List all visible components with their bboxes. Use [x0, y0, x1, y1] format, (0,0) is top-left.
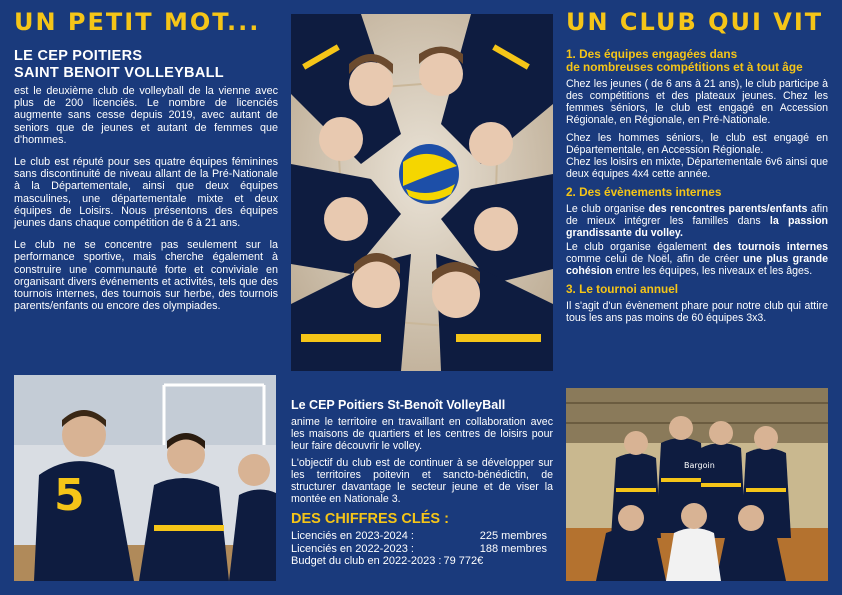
key-figures-title: DES CHIFFRES CLÉS : [291, 511, 449, 527]
figure-row [291, 530, 553, 543]
section-2-para-2 [566, 241, 828, 277]
jersey-number: 5 [54, 470, 85, 521]
section-3-heading: 3. Le tournoi annuel [566, 282, 679, 296]
youth-players-photo [14, 375, 276, 581]
left-para-3: Le club ne se concentre pas seulement sur la performance sportive, mais cherche également à construire une communauté forte et conviviale en organisant divers événements et activités, tels que des tournois internes, des tournois sur herbe, des tournois parents/enfants ou encore des olympiades. [14, 239, 278, 313]
section-3-body [566, 300, 828, 324]
figure-label: Budget du club en 2022-2023 : [291, 555, 442, 567]
text-run-bold: des tournois internes [713, 241, 828, 253]
left-column [14, 10, 278, 322]
section-1-heading [566, 48, 828, 74]
section-1-para-2: Chez les hommes séniors, le club est engagé en Départementale, en Accession Régionale. [566, 132, 828, 156]
text-run: afin de mieux intégrer les familles dans [566, 203, 828, 227]
middle-body [291, 416, 553, 505]
left-title: UN PETIT MOT... [14, 8, 261, 36]
section-1-heading-line1: 1. Des équipes engagées dans [566, 47, 738, 61]
section-2-body [566, 203, 828, 277]
figure-value: 188 membres [479, 542, 547, 555]
section-1-heading-line2: de nombreuses compétitions et à tout âge [566, 60, 803, 74]
figure-row [291, 555, 553, 568]
club-name-heading [14, 48, 278, 82]
figure-value: 225 membres [479, 530, 547, 542]
text-run: entre les équipes, les niveaux et les âges. [612, 265, 813, 277]
middle-column [291, 398, 553, 568]
section-1-para-1: Chez les jeunes ( de 6 ans à 21 ans), le club participe à des compétitions et des plateaux jeunes. Chez les femmes séniors, le club est engagé en Accession Régionale, en Régionale, en Pré-Nationale. [566, 78, 828, 126]
section-2-para-1 [566, 203, 828, 239]
left-body [14, 85, 278, 312]
section-3-para-1: Il s'agit d'un évènement phare pour notre club qui attire tous les ans pas moins de 60 équipes 3x3. [566, 300, 828, 324]
text-run-bold: la passion grandissante du volley. [566, 215, 829, 239]
sponsor-logo: Bargoin [684, 461, 715, 470]
middle-heading: Le CEP Poitiers St-Benoît VolleyBall [291, 398, 506, 412]
text-run-bold: des rencontres parents/enfants [648, 203, 808, 215]
senior-team-photo [566, 388, 828, 581]
left-para-2: Le club est réputé pour ses quatre équipes féminines sans discontinuité de niveau allant de la Pré-Nationale à la Départementale, ainsi que deux équipes masculines, une départementale mixte et deux équipes de Loisirs. Nous présentons des équipes jeunes dans chaque compétition de 6 à 21 ans. [14, 156, 278, 230]
right-column [566, 10, 828, 330]
text-run: Le club organise également [566, 241, 714, 253]
club-name-line2: SAINT BENOIT VOLLEYBALL [14, 65, 224, 81]
text-run: Le club organise [566, 203, 649, 215]
figure-value: 79 772€ [443, 555, 484, 567]
figure-label: Licenciés en 2022-2023 : [291, 542, 414, 555]
middle-para-2: L'objectif du club est de continuer à se développer sur les territoires poitevin et sancto-bénédictin, de structurer davantage le secteur jeune et de viser la montée en Nationale 3. [291, 457, 553, 505]
right-title: UN CLUB QUI VIT [566, 8, 824, 36]
key-figures-list [291, 530, 553, 568]
section-1-para-3: Chez les loisirs en mixte, Départementale 6v6 ainsi que deux équipes 4x4 cette année. [566, 156, 828, 180]
section-2-heading: 2. Des évènements internes [566, 185, 722, 199]
club-name-line1: LE CEP POITIERS [14, 48, 143, 64]
figure-row [291, 543, 553, 556]
text-run-bold: une plus grande cohésion [566, 253, 828, 277]
left-para-1: est le deuxième club de volleyball de la vienne avec plus de 200 licenciés. Le nombre de licenciés augmente sans cesse depuis 2019, avec autant de seniors que de jeunes et autant de femmes que d'hommes. [14, 85, 278, 146]
figure-label: Licenciés en 2023-2024 : [291, 530, 414, 542]
middle-para-1: anime le territoire en travaillant en collaboration avec les maisons de quartiers et les centres de loisirs pour leur faire découvrir le volley. [291, 416, 553, 452]
text-run: comme celui de Noël, afin de créer [566, 253, 744, 265]
section-1-body [566, 78, 828, 180]
team-huddle-photo [291, 14, 553, 371]
